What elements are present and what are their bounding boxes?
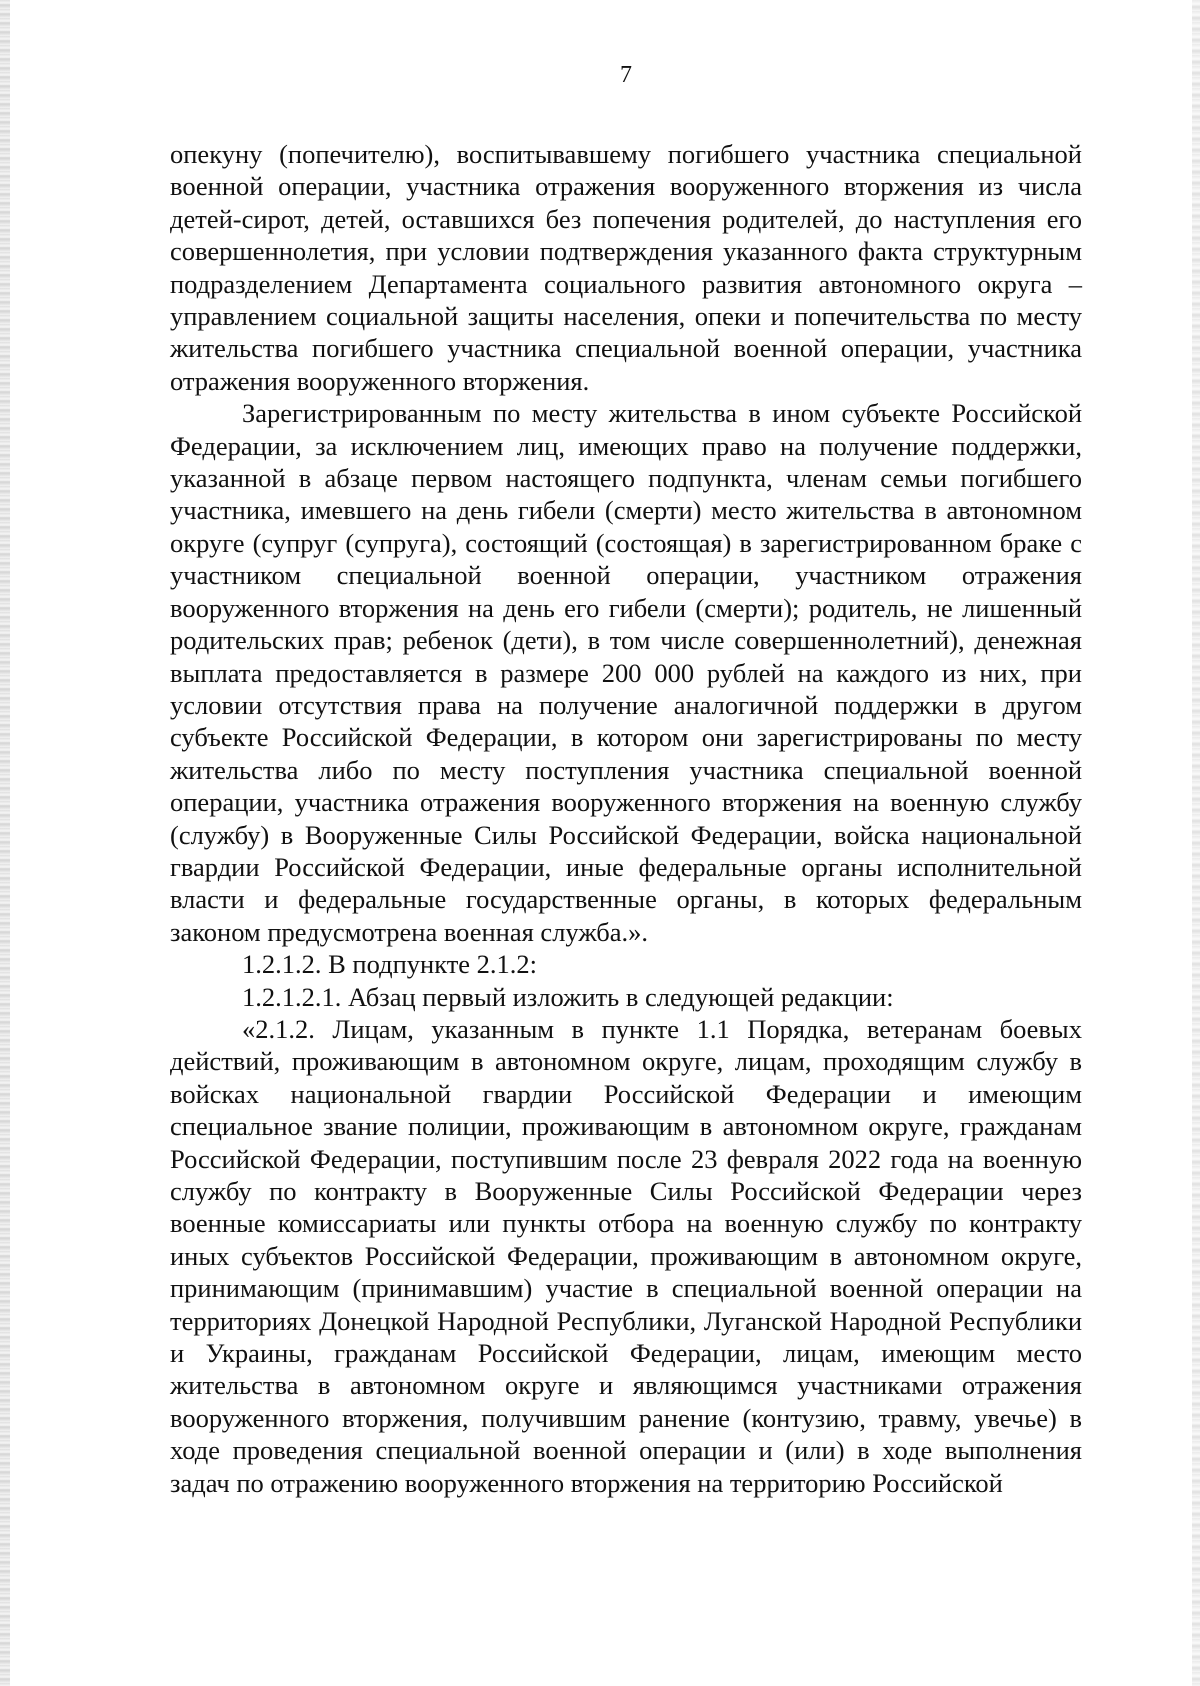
- paragraph-guardian: опекуну (попечителю), воспитывавшему погибшего участника специальной военной операции, участника отражения вооруженного вторжения из числа детей-сирот, детей, оставшихся без попечения родителей, до наступления его совершеннолетия, при условии подтверждения указанного факта структурным подразделением Департамента социального развития автономного округа – управлением социальной защиты населения, опеки и попечительства по месту жительства погибшего участника специальной военной операции, участника отражения вооруженного вторжения.: [170, 139, 1082, 396]
- paragraph-subpoint-1-2-1-2: 1.2.1.2. В подпункте 2.1.2:: [242, 949, 538, 980]
- paragraph-registered-other-region: Зарегистрированным по месту жительства в ином субъекте Российской Федерации, за исключением лиц, имеющих право на получение поддержки, указанной в абзаце первом настоящего подпункта, членам семьи погибшего участника, имевшего на день гибели (смерти) место жительства в автономном округе (супруг (супруга), состоящий (состоящая) в зарегистрированном браке с участником специальной военной операции, участником отражения вооруженного вторжения на день его гибели (смерти); родитель, не лишенный родительских прав; ребенок (дети), в том числе совершеннолетний), денежная выплата предоставляется в размере 200 000 рублей на каждого из них, при условии отсутствия права на получение аналогичной поддержки в другом субъекте Российской Федерации, в котором они зарегистрированы по месту жительства либо по месту поступления участника специальной военной операции, участника отражения вооруженного вторжения на военную службу (службу) в Вооруженные Силы Российской Федерации, войска национальной гвардии Российской Федерации, иные федеральные органы исполнительной власти и федеральные государственные органы, в которых федеральным законом предусмотрена военная служба.».: [170, 398, 1082, 947]
- paragraph-subpoint-1-2-1-2-1: 1.2.1.2.1. Абзац первый изложить в следующей редакции:: [242, 981, 894, 1012]
- page-number: 7: [620, 62, 632, 88]
- paragraph-clause-2-1-2: «2.1.2. Лицам, указанным в пункте 1.1 Порядка, ветеранам боевых действий, проживающим в автономном округе, лицам, проходящим службу в войсках национальной гвардии Российской Федерации и имеющим специальное звание полиции, проживающим в автономном округе, гражданам Российской Федерации, поступившим после 23 февраля 2022 года на военную службу по контракту в Вооруженные Силы Российской Федерации через военные комиссариаты или пункты отбора на военную службу по контракту иных субъектов Российской Федерации, проживающим в автономном округе, принимающим (принимавшим) участие в специальной военной операции на территориях Донецкой Народной Республики, Луганской Народной Республики и Украины, гражданам Российской Федерации, лицам, имеющим место жительства в автономном округе и являющимся участниками отражения вооруженного вторжения, получившим ранение (контузию, травму, увечье) в ходе проведения специальной военной операции и (или) в ходе выполнения задач по отражению вооруженного вторжения на территорию Российской: [170, 1013, 1082, 1498]
- scan-edge-right: [1192, 0, 1200, 1686]
- scan-edge-left: [0, 0, 10, 1686]
- document-body: [170, 138, 1082, 1499]
